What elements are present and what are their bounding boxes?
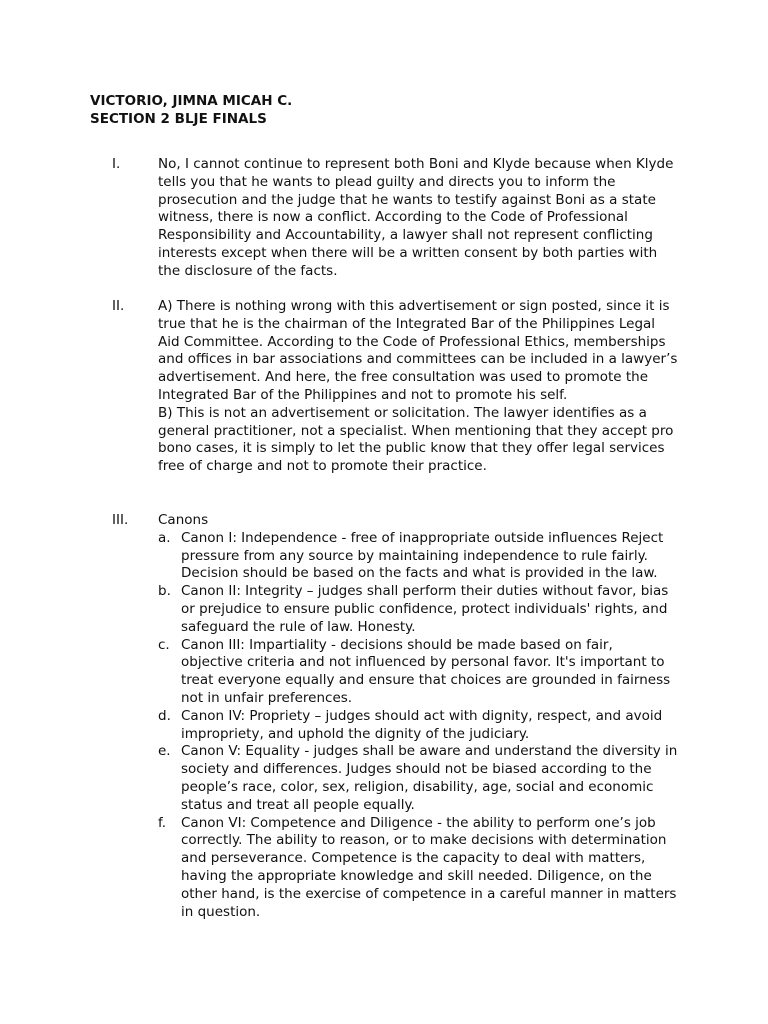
list-letter: b.	[158, 583, 171, 600]
list-text: Canon IV: Propriety – judges should act with dignity, respect, and avoid impropriety, and uphold the dignity of the judiciary.	[181, 707, 663, 742]
item-body	[158, 298, 678, 476]
list-text: Canon V: Equality - judges shall be aware and understand the diversity in society and differences. Judges should not be biased according to the people’s race, color, sex, religion, disability, age, social and economic status and treat all people equally.	[181, 743, 678, 813]
list-item	[158, 708, 678, 744]
document-header	[90, 92, 292, 128]
list-item	[158, 815, 678, 922]
list-item	[158, 743, 678, 814]
canons-list	[158, 530, 678, 922]
item-body	[158, 156, 678, 281]
section-title: SECTION 2 BLJE FINALS	[90, 111, 267, 127]
answer-paragraph-a: A) There is nothing wrong with this advertisement or sign posted, since it is true that he is the chairman of the Integrated Bar of the Philippines Legal Aid Committee. According to the Code of Professional Ethics, memberships and offices in bar associations and committees can be included in a lawyer’s advertisement. And here, the free consultation was used to promote the Integrated Bar of the Philippines and not to promote his self.	[158, 298, 678, 403]
list-text: Canon I: Independence - free of inappropriate outside influences Reject pressure from any source by maintaining independence to rule fairly. Decision should be based on the facts and what is provided in the law.	[181, 529, 664, 582]
item-numeral: III.	[112, 512, 129, 528]
list-letter: e.	[158, 743, 171, 760]
list-item	[158, 637, 678, 708]
list-text: Canon VI: Competence and Diligence - the ability to perform one’s job correctly. The ability to reason, or to make decisions with determination and perseverance. Competence is the capacity to deal with matters, having the appropriate knowledge and skill needed. Diligence, on the other hand, is the exercise of competence in a careful manner in matters in question.	[181, 814, 677, 920]
item-body	[158, 512, 678, 921]
list-letter: c.	[158, 636, 170, 653]
item-numeral: II.	[112, 298, 125, 314]
list-item	[158, 530, 678, 583]
list-letter: f.	[158, 814, 167, 831]
list-text: Canon III: Impartiality - decisions should be made based on fair, objective criteria and not influenced by personal favor. It's important to treat everyone equally and ensure that choices are grounded in fairness not in unfair preferences.	[181, 636, 671, 706]
list-text: Canon II: Integrity – judges shall perform their duties without favor, bias or prejudice to ensure public confidence, protect individuals' rights, and safeguard the rule of law. Honesty.	[181, 583, 669, 635]
answer-paragraph: No, I cannot continue to represent both Boni and Klyde because when Klyde tells you that he wants to plead guilty and directs you to inform the prosecution and the judge that he wants to testify against Boni as a state witness, there is now a conflict. According to the Code of Professional Responsibility and Accountability, a lawyer shall not represent conflicting interests except when there will be a written consent by both parties with the disclosure of the facts.	[158, 156, 674, 279]
author-name: VICTORIO, JIMNA MICAH C.	[90, 93, 293, 109]
list-letter: d.	[158, 707, 171, 724]
canons-heading: Canons	[158, 512, 209, 528]
list-item	[158, 583, 678, 636]
list-letter: a.	[158, 529, 171, 546]
answer-paragraph-b: B) This is not an advertisement or solicitation. The lawyer identifies as a general practitioner, not a specialist. When mentioning that they accept pro bono cases, it is simply to let the public know that they offer legal services free of charge and not to promote their practice.	[158, 404, 674, 475]
item-numeral: I.	[112, 156, 121, 172]
